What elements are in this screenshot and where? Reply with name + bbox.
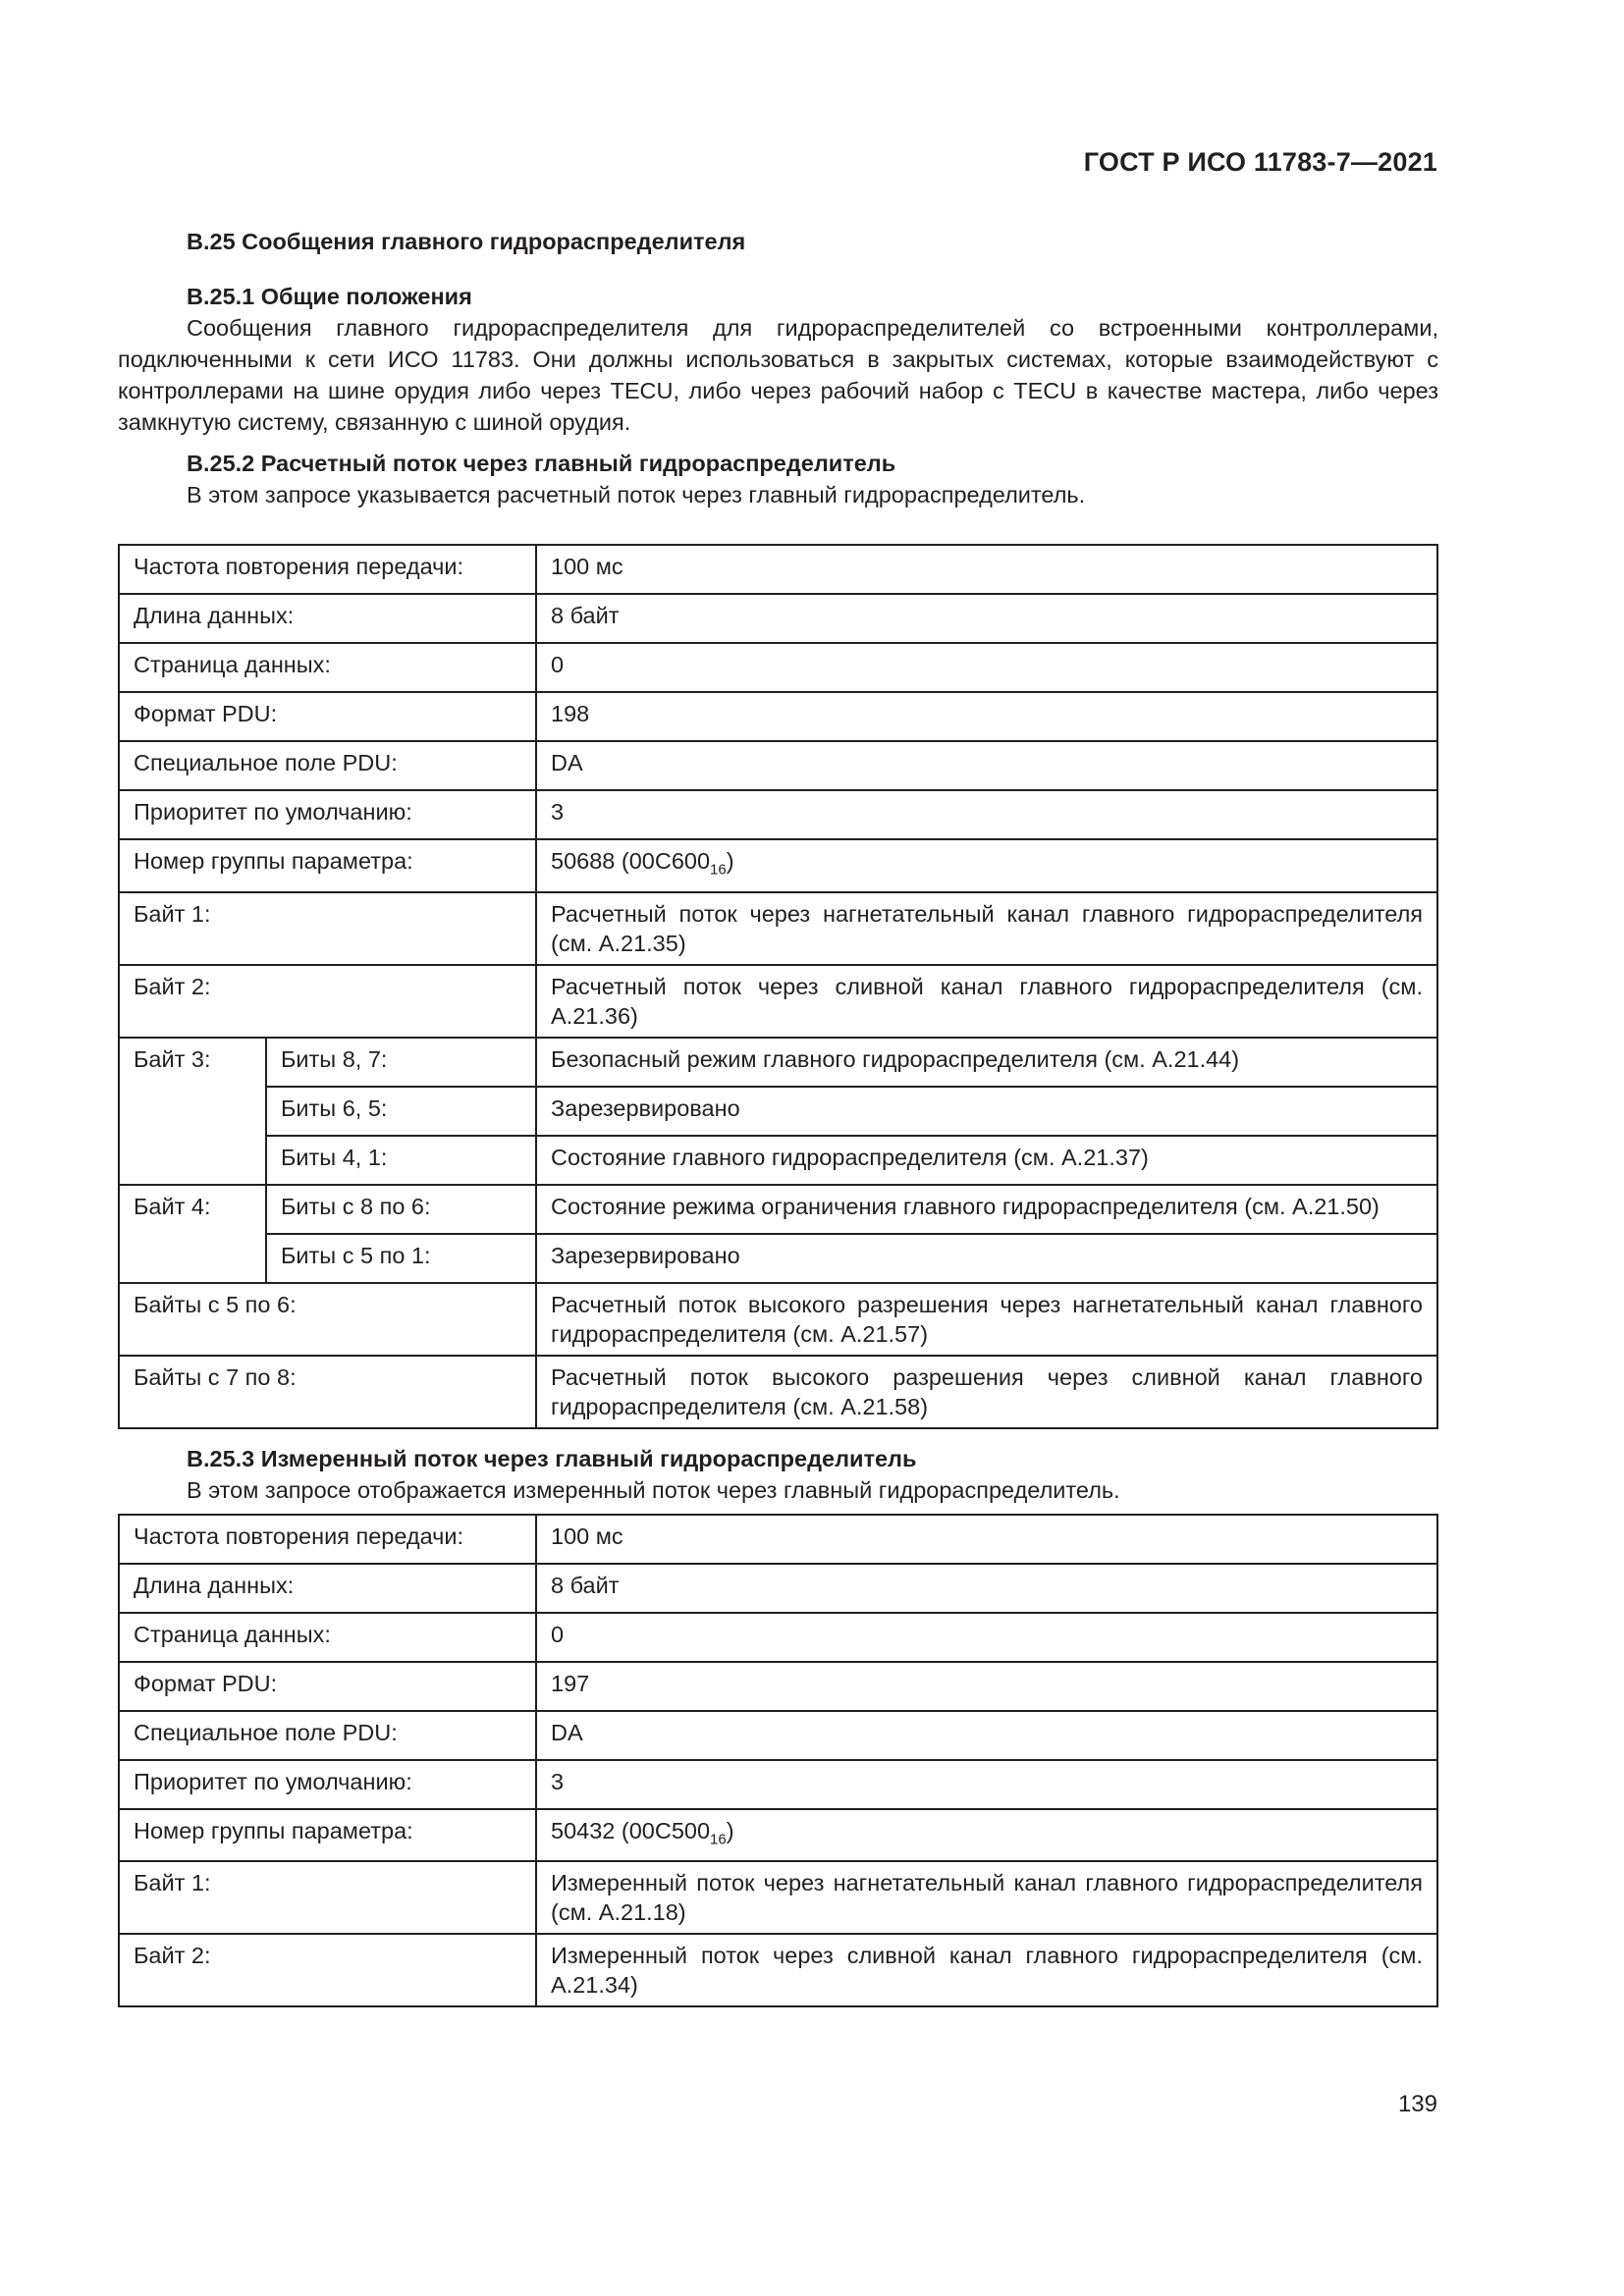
row-value: 3 xyxy=(536,790,1437,839)
table-row xyxy=(119,1234,1437,1283)
subsection-2-title: B.25.2 Расчетный поток через главный гидрораспределитель xyxy=(187,451,896,476)
bits-label: Биты с 5 по 1: xyxy=(266,1234,536,1283)
row-label: Байты с 7 по 8: xyxy=(119,1356,536,1428)
table-row xyxy=(119,1515,1437,1564)
row-value: Зарезервировано xyxy=(536,1087,1437,1136)
table-row xyxy=(119,1038,1437,1087)
table-row xyxy=(119,1283,1437,1356)
row-label: Формат PDU: xyxy=(119,692,536,741)
table-row xyxy=(119,1185,1437,1234)
table-row xyxy=(119,1809,1437,1862)
calculated-flow-table xyxy=(118,544,1438,1429)
row-label: Длина данных: xyxy=(119,594,536,643)
table-row xyxy=(119,741,1437,790)
row-value: 3 xyxy=(536,1760,1437,1809)
row-label: Страница данных: xyxy=(119,643,536,692)
row-label: Байт 2: xyxy=(119,1934,536,2006)
row-value xyxy=(536,839,1437,892)
row-value: Расчетный поток высокого разрешения через нагнетательный канал главного гидрораспределителя (см. A.21.57) xyxy=(536,1283,1437,1356)
document-content xyxy=(118,226,1438,2007)
row-value: DA xyxy=(536,741,1437,790)
table-row xyxy=(119,692,1437,741)
table-row xyxy=(119,892,1437,965)
row-label: Байты с 5 по 6: xyxy=(119,1283,536,1356)
bits-label: Биты 8, 7: xyxy=(266,1038,536,1087)
byte-label: Байт 4: xyxy=(119,1185,266,1283)
row-value: 198 xyxy=(536,692,1437,741)
row-value: Безопасный режим главного гидрораспределителя (см. A.21.44) xyxy=(536,1038,1437,1087)
row-value: 100 мс xyxy=(536,545,1437,594)
bits-label: Биты 4, 1: xyxy=(266,1136,536,1185)
row-label: Приоритет по умолчанию: xyxy=(119,790,536,839)
row-label: Частота повторения передачи: xyxy=(119,545,536,594)
subsection-2-text: В этом запросе указывается расчетный поток через главный гидрораспределитель. xyxy=(187,482,1086,507)
row-value: 197 xyxy=(536,1662,1437,1711)
row-label: Номер группы параметра: xyxy=(119,839,536,892)
row-value: Измеренный поток через сливной канал главного гидрораспределителя (см. A.21.34) xyxy=(536,1934,1437,2006)
row-label: Страница данных: xyxy=(119,1613,536,1662)
pgn-value: 50432 (00C500 xyxy=(551,1817,711,1843)
row-value: Состояние режима ограничения главного гидрораспределителя (см. A.21.50) xyxy=(536,1185,1437,1234)
row-label: Байт 1: xyxy=(119,892,536,965)
row-value: 100 мс xyxy=(536,1515,1437,1564)
page-number: 139 xyxy=(1397,2091,1437,2117)
subsection-1-title: B.25.1 Общие положения xyxy=(187,284,472,309)
row-value: Расчетный поток через сливной канал главного гидрораспределителя (см. A.21.36) xyxy=(536,965,1437,1038)
bits-label: Биты 6, 5: xyxy=(266,1087,536,1136)
row-value: 8 байт xyxy=(536,594,1437,643)
row-label: Байт 1: xyxy=(119,1861,536,1934)
table-row xyxy=(119,1711,1437,1760)
row-value xyxy=(536,1809,1437,1862)
row-label: Приоритет по умолчанию: xyxy=(119,1760,536,1809)
table-row xyxy=(119,839,1437,892)
table-row xyxy=(119,965,1437,1038)
table-row xyxy=(119,1564,1437,1613)
row-label: Формат PDU: xyxy=(119,1662,536,1711)
table-row xyxy=(119,594,1437,643)
row-value: Зарезервировано xyxy=(536,1234,1437,1283)
pgn-suffix: ) xyxy=(726,1817,734,1843)
row-label: Байт 2: xyxy=(119,965,536,1038)
table-row xyxy=(119,790,1437,839)
table-row xyxy=(119,1136,1437,1185)
pgn-base: 16 xyxy=(710,1831,727,1848)
row-value: 0 xyxy=(536,1613,1437,1662)
document-header: ГОСТ Р ИСО 11783-7—2021 xyxy=(1083,147,1437,177)
pgn-base: 16 xyxy=(710,861,727,879)
bits-label: Биты с 8 по 6: xyxy=(266,1185,536,1234)
table-row xyxy=(119,1613,1437,1662)
row-value: 0 xyxy=(536,643,1437,692)
row-value: DA xyxy=(536,1711,1437,1760)
row-label: Специальное поле PDU: xyxy=(119,1711,536,1760)
pgn-value: 50688 (00C600 xyxy=(551,848,711,874)
byte-label: Байт 3: xyxy=(119,1038,266,1185)
row-label: Специальное поле PDU: xyxy=(119,741,536,790)
table-row xyxy=(119,643,1437,692)
subsection-3-text: В этом запросе отображается измеренный поток через главный гидрораспределитель. xyxy=(187,1476,1120,1503)
row-value: Состояние главного гидрораспределителя (см. A.21.37) xyxy=(536,1136,1437,1185)
table-row xyxy=(119,1662,1437,1711)
row-label: Длина данных: xyxy=(119,1564,536,1613)
table-row xyxy=(119,1087,1437,1136)
section-title: B.25 Сообщения главного гидрораспределителя xyxy=(187,229,746,254)
row-label: Частота повторения передачи: xyxy=(119,1515,536,1564)
table-row xyxy=(119,1356,1437,1428)
row-value: Расчетный поток через нагнетательный канал главного гидрораспределителя (см. A.21.35) xyxy=(536,892,1437,965)
table-row xyxy=(119,545,1437,594)
table-row xyxy=(119,1934,1437,2006)
table-row xyxy=(119,1861,1437,1934)
row-value: Измеренный поток через нагнетательный канал главного гидрораспределителя (см. A.21.18) xyxy=(536,1861,1437,1934)
measured-flow-table xyxy=(118,1514,1438,2008)
table-row xyxy=(119,1760,1437,1809)
subsection-1-text: Сообщения главного гидрораспределителя для гидрораспределителей со встроенными контроллерами, подключенными к сети ИСО 11783. Они должны использоваться в закрытых системах, которые взаимодействуют с контроллерами на шине орудия либо через TECU, либо через рабочий набор с TECU в качестве мастера, либо через замкнутую систему, связанную с шиной орудия. xyxy=(118,315,1438,435)
row-value: Расчетный поток высокого разрешения через сливной канал главного гидрораспределителя (см. A.21.58) xyxy=(536,1356,1437,1428)
row-label: Номер группы параметра: xyxy=(119,1809,536,1862)
pgn-suffix: ) xyxy=(726,848,734,874)
subsection-3-title: B.25.3 Измеренный поток через главный гидрораспределитель xyxy=(187,1445,917,1471)
row-value: 8 байт xyxy=(536,1564,1437,1613)
